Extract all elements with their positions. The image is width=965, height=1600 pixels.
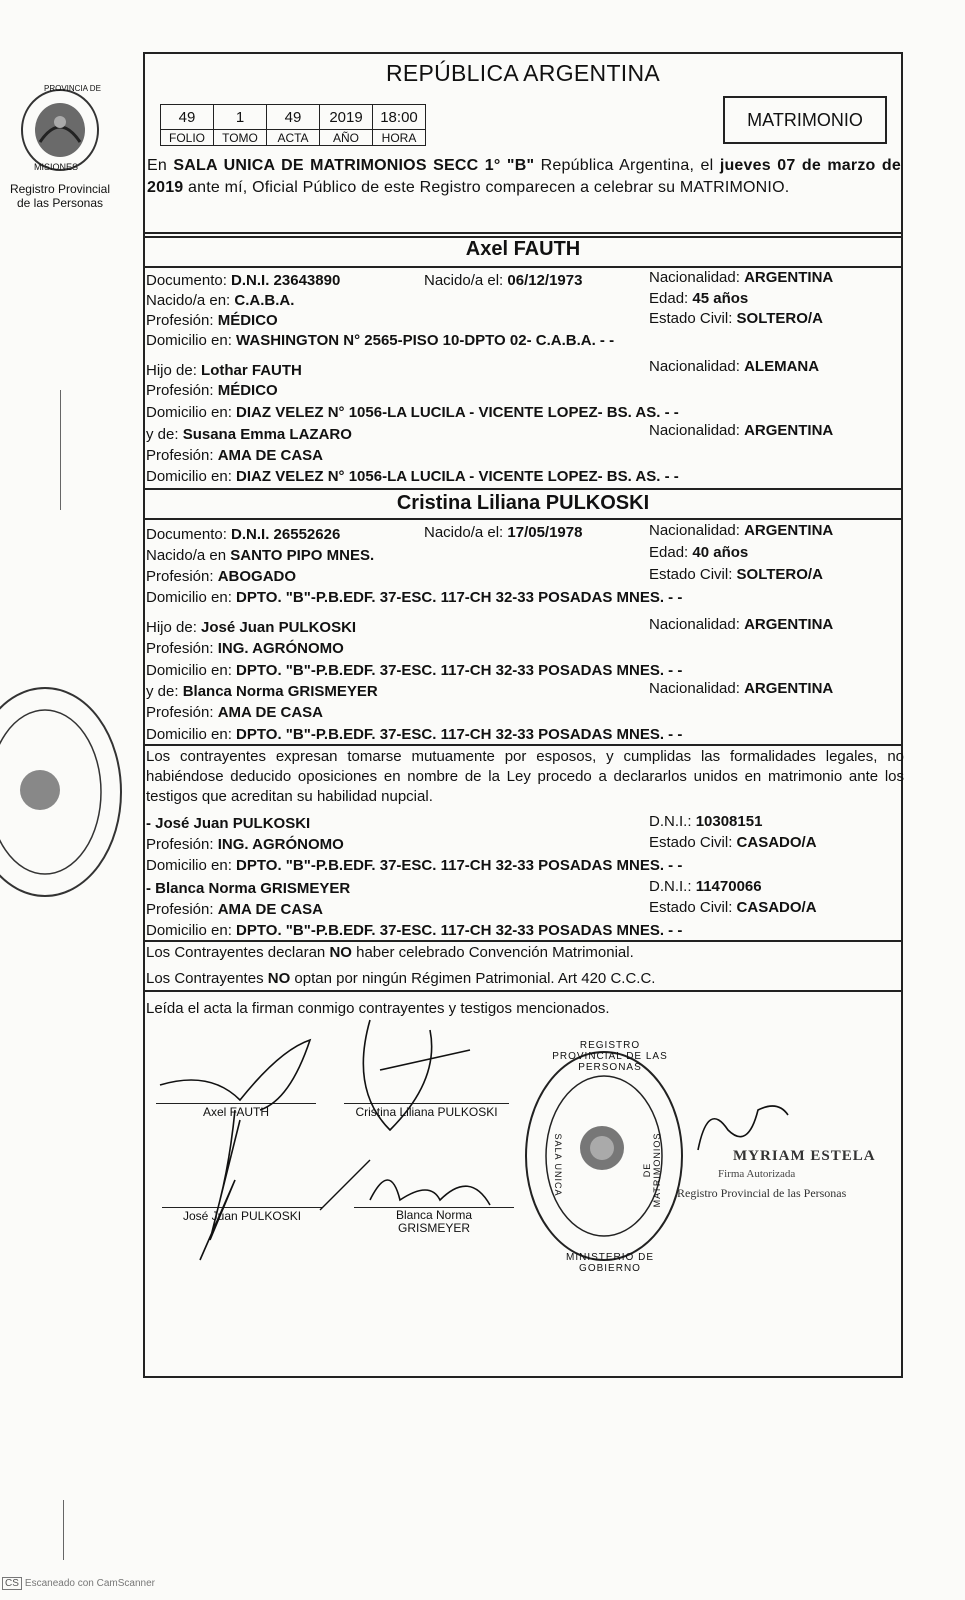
bride-nationality [649,522,833,540]
intro-text: En [147,157,174,174]
folio-label: FOLIO [161,130,214,146]
tomo-label: TOMO [214,130,267,146]
margin-line [63,1500,64,1560]
value: MÉDICO [217,382,278,399]
divider [143,744,903,746]
value: Lothar FAUTH [201,362,302,379]
label: Nacionalidad: [649,522,740,539]
label: Profesión: [146,447,214,464]
groom-address [146,332,614,350]
groom-mother [146,426,352,444]
text: NO [329,944,352,961]
acta-value: 49 [267,105,320,130]
divider [143,488,903,490]
official-role: Firma Autorizada [718,1168,796,1180]
label: Profesión: [146,836,214,853]
witness-2-name: - Blanca Norma GRISMEYER [146,880,351,897]
groom-father [146,362,302,380]
value: 11470066 [695,878,762,895]
bride-mother-address [146,726,682,744]
witness-2-civil-status [649,899,817,917]
value: DPTO. "B"-P.B.EDF. 37-ESC. 117-CH 32-33 POSADAS MNES. - - [236,726,683,743]
value: DPTO. "B"-P.B.EDF. 37-ESC. 117-CH 32-33 POSADAS MNES. - - [236,857,683,874]
label: Documento: [146,272,227,289]
text: NO [267,970,291,987]
label: Nacionalidad: [649,616,740,633]
scanner-logo: CS [2,1577,22,1590]
label: Edad: [649,544,689,561]
value: Blanca Norma GRISMEYER [182,683,378,700]
witness-1-civil-status [649,834,817,852]
divider [143,518,903,520]
official-name: MYRIAM ESTELA [733,1148,876,1164]
text: optan por ningún Régimen Patrimonial. Art 420 C.C.C. [290,970,656,987]
witness-1-dni [649,813,762,831]
divider [143,990,903,992]
label-line: GRISMEYER [397,1221,470,1235]
intro-text: ante mí, Oficial Público de este Registro comparecen a celebrar su MATRIMONIO. [183,179,790,196]
hora-label: HORA [373,130,426,146]
scanner-watermark [2,1577,155,1590]
label: Nacionalidad: [649,358,740,375]
bride-profession [146,568,296,586]
bride-civil-status [649,566,823,584]
label: Domicilio en: [146,332,232,349]
value: SANTO PIPO MNES. [230,547,375,564]
bride-father-profession [146,640,344,658]
label: Domicilio en: [146,857,232,874]
label: Nacionalidad: [649,680,740,697]
value: ARGENTINA [744,422,834,439]
bride-father [146,619,356,637]
bride-birth-date [424,524,582,542]
text: Los Contrayentes [146,970,268,987]
seal-inner-left: SALA UNICA [553,1133,563,1197]
bride-father-nationality [649,616,833,634]
value: AMA DE CASA [217,704,323,721]
value: DPTO. "B"-P.B.EDF. 37-ESC. 117-CH 32-33 POSADAS MNES. - - [236,922,683,939]
label: Nacionalidad: [649,422,740,439]
value: DIAZ VELEZ N° 1056-LA LUCILA - VICENTE LOPEZ- BS. AS. - - [236,468,679,485]
label: y de: [146,426,179,443]
label: Profesión: [146,382,214,399]
value: 45 años [692,290,749,307]
groom-father-nationality [649,358,819,376]
label: Hijo de: [146,619,197,636]
label: Profesión: [146,568,214,585]
witness-1-profession [146,836,344,854]
label: Profesión: [146,901,214,918]
groom-mother-address [146,468,679,486]
value: ARGENTINA [744,616,834,633]
value: Susana Emma LAZARO [182,426,352,443]
groom-father-address [146,404,679,422]
value: CASADO/A [736,834,817,851]
logo-text-top: PROVINCIA DE [44,84,101,93]
groom-nationality [649,269,833,287]
label: Domicilio en: [146,404,232,421]
signature-label-bride: Cristina Liliana PULKOSKI [355,1105,498,1119]
convention-statement [146,944,634,962]
groom-mother-nationality [649,422,833,440]
bride-age [649,544,748,562]
patrimonial-regime-statement [146,970,655,988]
groom-birth-date [424,272,582,290]
label: Edad: [649,290,689,307]
registry-seal [522,1048,687,1263]
folio-value: 49 [161,105,214,130]
value: MÉDICO [217,312,278,329]
value: DIAZ VELEZ N° 1056-LA LUCILA - VICENTE LOPEZ- BS. AS. - - [236,404,679,421]
value: D.N.I. 23643890 [231,272,341,289]
groom-age [649,290,748,308]
bride-mother-nationality [649,680,833,698]
text: haber celebrado Convención Matrimonial. [351,944,634,961]
margin-line [60,390,61,510]
label: Nacido/a el: [424,272,504,289]
witness-1-address [146,857,682,875]
label: Nacido/a en: [146,292,231,309]
label: Profesión: [146,704,214,721]
signature-label-groom: Axel FAUTH [202,1105,269,1119]
bride-birth-place [146,547,374,565]
groom-profession [146,312,278,330]
ceremony-date: jueves 07 de marzo de 2019 [147,157,901,196]
hora-value: 18:00 [373,105,426,130]
tomo-value: 1 [214,105,267,130]
official-office: Registro Provincial de las Personas [677,1186,847,1200]
value: DPTO. "B"-P.B.EDF. 37-ESC. 117-CH 32-33 POSADAS MNES. - - [236,662,683,679]
record-table [160,104,426,146]
value: WASHINGTON N° 2565-PISO 10-DPTO 02- C.A.B.A. - - [236,332,615,349]
value: AMA DE CASA [217,447,323,464]
divider [143,266,903,268]
value: AMA DE CASA [217,901,323,918]
label: Nacionalidad: [649,269,740,286]
value: ABOGADO [217,568,297,585]
groom-name: Axel FAUTH [465,238,581,260]
bride-father-address [146,662,682,680]
value: D.N.I. 26552626 [231,526,341,543]
label: Domicilio en: [146,662,232,679]
declaration-text: Los contrayentes expresan tomarse mutuamente por esposos, y cumplidas las formalidades legales, no habiéndose deducido oposiciones en nombre de la Ley procedo a declararlos unidos en matrimonio ante los testigos que acreditan su habilidad nupcial. [146,748,904,805]
value: ARGENTINA [744,269,834,286]
document-title: REPÚBLICA ARGENTINA [385,60,661,86]
value: ARGENTINA [744,522,834,539]
label: Domicilio en: [146,922,232,939]
registry-line-2: de las Personas [16,196,104,210]
value: SOLTERO/A [736,566,823,583]
label: y de: [146,683,179,700]
scanner-text: Escaneado con CamScanner [24,1578,155,1589]
value: 17/05/1978 [507,524,583,541]
value: 06/12/1973 [507,272,583,289]
value: 10308151 [695,813,763,830]
seal-outer-bottom: MINISTERIO DE GOBIERNO [565,1252,654,1274]
value: ING. AGRÓNOMO [217,640,344,657]
witness-1-name: - José Juan PULKOSKI [146,815,311,832]
bride-mother-profession [146,704,323,722]
anio-value: 2019 [320,105,373,130]
record-type-box: MATRIMONIO [723,96,887,144]
divider [143,940,903,942]
groom-birth-place [146,292,294,310]
label: Estado Civil: [649,566,733,583]
label: Domicilio en: [146,468,232,485]
label: Nacido/a el: [424,524,504,541]
bride-mother [146,683,378,701]
value: C.A.B.A. [234,292,295,309]
groom-father-profession [146,382,278,400]
label-line: Blanca Norma [395,1208,473,1222]
label: Profesión: [146,312,214,329]
bride-document [146,526,340,544]
bride-name: Cristina Liliana PULKOSKI [396,492,650,514]
value: José Juan PULKOSKI [201,619,357,636]
registry-label [5,182,115,210]
seal-outer-top: REGISTRO PROVINCIAL DE LAS PERSONAS [552,1040,668,1073]
value: CASADO/A [736,899,817,916]
value: ING. AGRÓNOMO [217,836,344,853]
intro-paragraph [147,155,901,199]
label: D.N.I.: [649,878,692,895]
anio-label: AÑO [320,130,373,146]
groom-document [146,272,340,290]
witness-2-dni [649,878,762,896]
seal-inner-right: DE MATRIMONIOS [642,1132,662,1208]
signature-label-witness-1: José Juan PULKOSKI [182,1209,302,1223]
official-signature [688,1090,798,1160]
label: Documento: [146,526,227,543]
text: Los Contrayentes declaran [146,944,330,961]
witness-2-address [146,922,682,940]
logo-text-bottom: MISIONES [34,162,79,172]
value: SOLTERO/A [736,310,823,327]
label: Domicilio en: [146,589,232,606]
label: Domicilio en: [146,726,232,743]
label: Hijo de: [146,362,197,379]
office-name: SALA UNICA DE MATRIMONIOS SECC 1° "B" [173,157,535,174]
label: Estado Civil: [649,834,733,851]
margin-seal [0,680,130,905]
value: ALEMANA [744,358,820,375]
value: 40 años [692,544,749,561]
groom-mother-profession [146,447,323,465]
witness-2-profession [146,901,323,919]
divider [143,232,903,234]
label: D.N.I.: [649,813,692,830]
label: Estado Civil: [649,899,733,916]
bride-address [146,589,682,607]
acta-label: ACTA [267,130,320,146]
label: Estado Civil: [649,310,733,327]
label: Nacido/a en [146,547,227,564]
value: DPTO. "B"-P.B.EDF. 37-ESC. 117-CH 32-33 POSADAS MNES. - - [236,589,683,606]
groom-civil-status [649,310,823,328]
registry-line-1: Registro Provincial [9,182,111,196]
closing-statement: Leída el acta la firman conmigo contrayentes y testigos mencionados. [146,1000,610,1017]
intro-text: República Argentina, el [534,157,720,174]
value: ARGENTINA [744,680,834,697]
label: Profesión: [146,640,214,657]
